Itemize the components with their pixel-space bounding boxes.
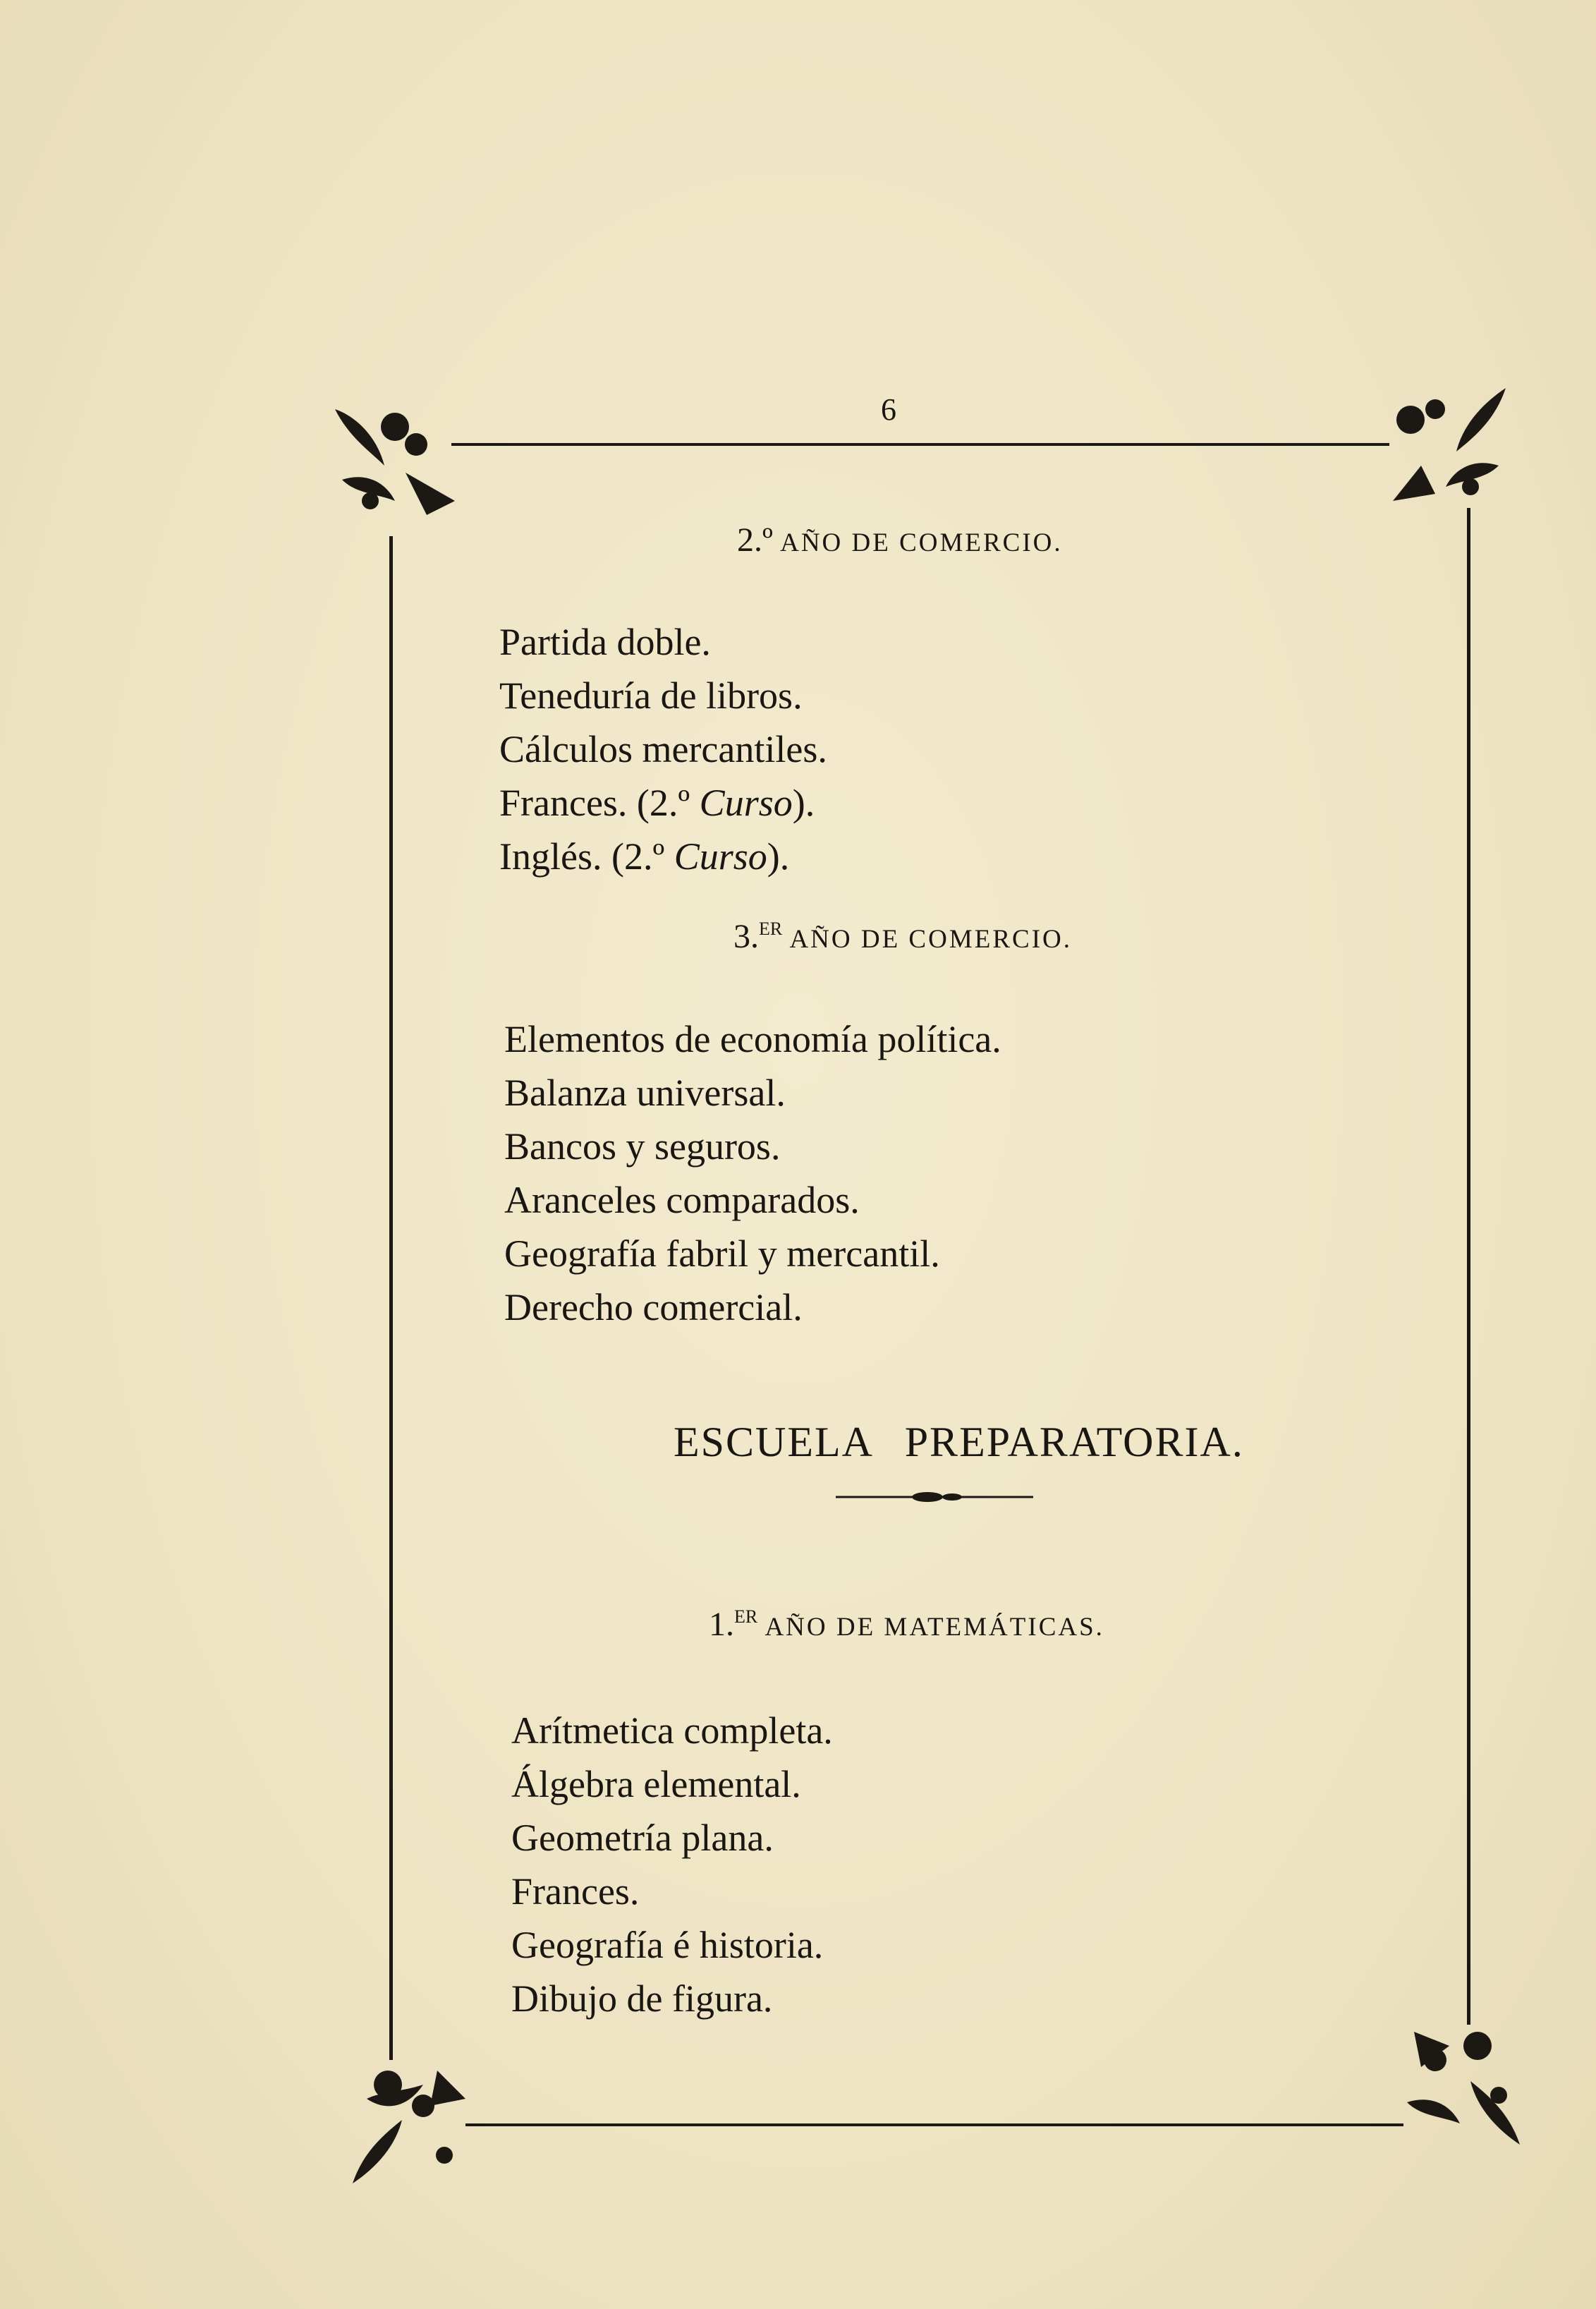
frame-top-line [451,443,1389,446]
floral-corner-icon [328,395,462,529]
heading-text: AÑO DE COMERCIO. [780,528,1063,557]
list-item: Cálculos mercantiles. [499,728,827,770]
frame-right-line [1467,508,1470,2025]
frame-left-line [389,536,393,2060]
list-item: Inglés. (2.º Curso). [499,835,790,878]
course-list [504,1012,1001,1334]
list-item: Dibujo de figura. [511,1977,773,2020]
heading-text: AÑO DE MATEMÁTICAS. [765,1613,1104,1642]
list-item: Geografía é historia. [511,1924,824,1966]
list-item: Geografía fabril y mercantil. [504,1232,940,1275]
list-item: Arítmetica completa. [511,1709,833,1752]
floral-corner-icon [346,2056,480,2190]
heading-text: AÑO DE COMERCIO. [789,925,1072,954]
list-item: Frances. [511,1870,640,1913]
floral-corner-icon [1393,2018,1527,2152]
list-item: Teneduría de libros. [499,674,803,717]
list-item: Aranceles comparados. [504,1179,860,1221]
list-item: Elementos de economía política. [504,1018,1001,1060]
section-heading-2-comercio [737,521,1063,559]
list-item: Frances. (2.º Curso). [499,782,815,824]
heading-number: 1. [709,1606,734,1643]
heading-sup: ER [734,1606,758,1627]
list-item: Partida doble. [499,621,711,663]
list-item: Balanza universal. [504,1072,786,1114]
heading-number: 2.º [737,521,773,559]
rule-ornament-icon [836,1489,1033,1505]
course-list [499,615,827,883]
heading-number: 3. [733,918,759,955]
course-list [511,1704,833,2025]
heading-sup: ER [759,919,783,939]
list-item: Álgebra elemental. [511,1763,801,1805]
section-heading-1-matematicas [709,1605,1104,1644]
frame-bottom-line [465,2123,1403,2126]
page-number: 6 [881,392,896,427]
list-item: Bancos y seguros. [504,1125,781,1168]
section-heading-3-comercio [733,917,1072,956]
school-title: ESCUELA PREPARATORIA. [674,1419,1244,1465]
floral-corner-icon [1379,381,1513,515]
list-item: Derecho comercial. [504,1286,803,1328]
list-item: Geometría plana. [511,1817,774,1859]
